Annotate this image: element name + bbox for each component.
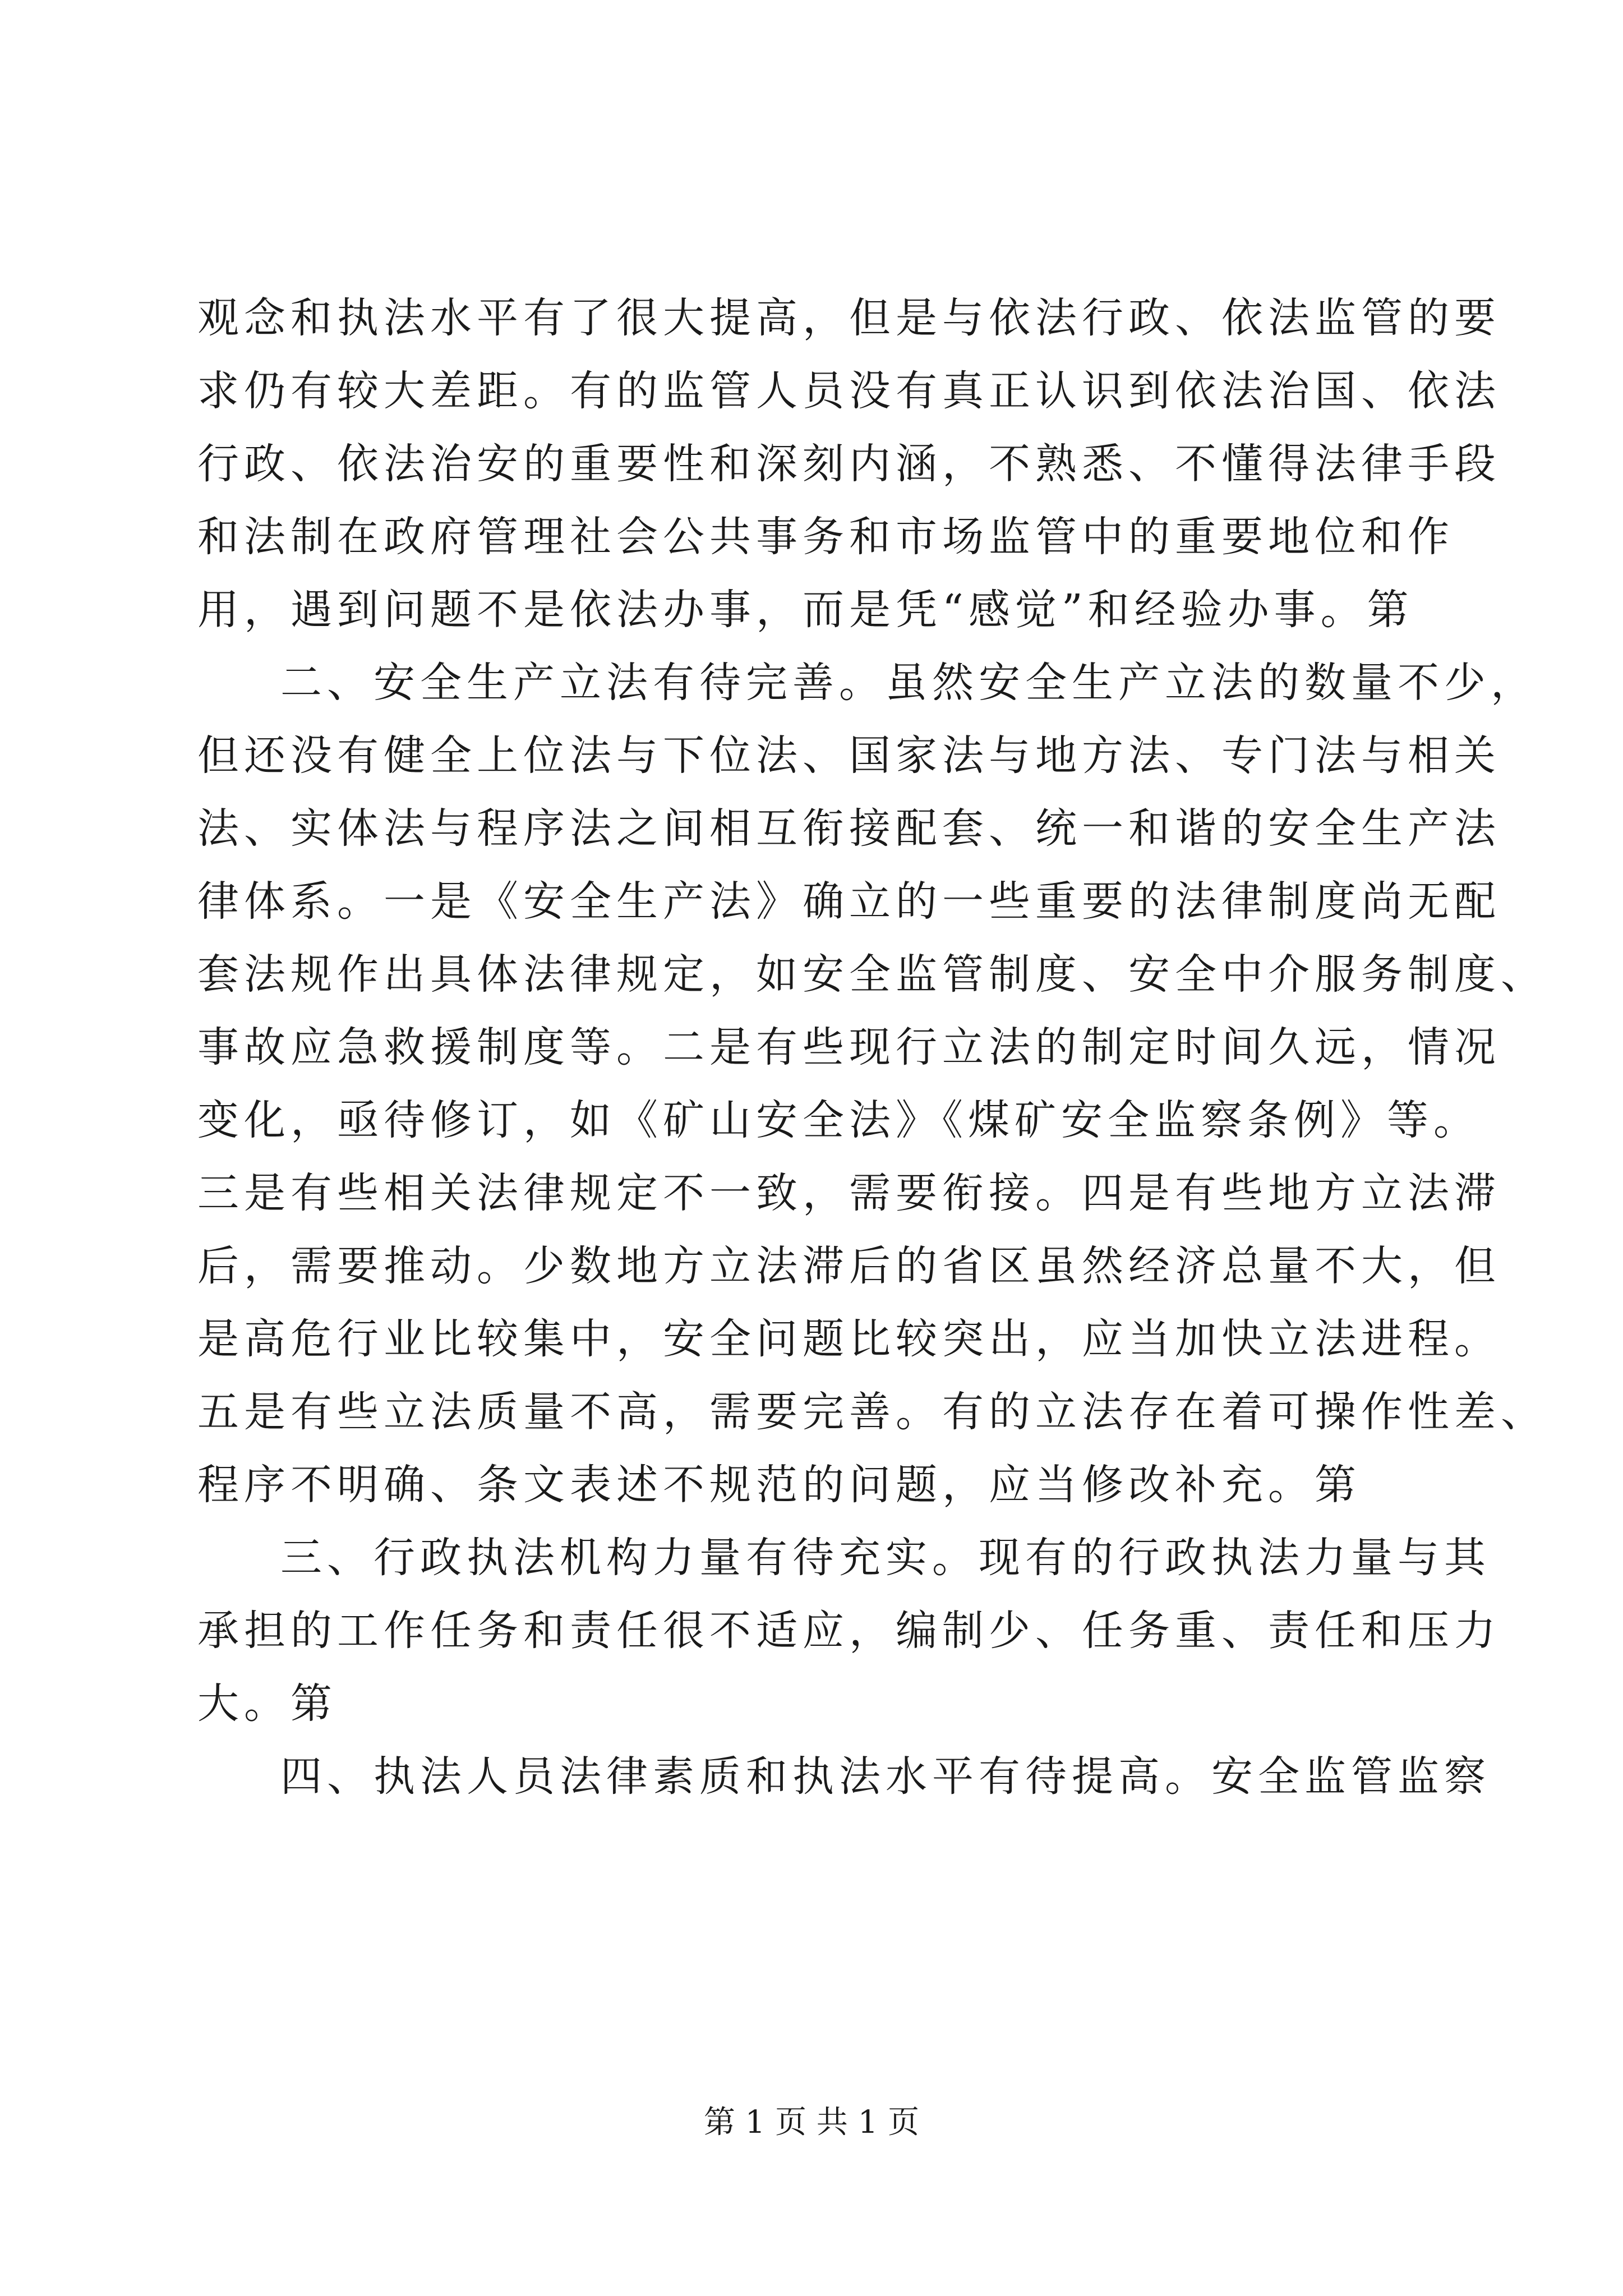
paragraph-start-line: 二、安全生产立法有待完善。虽然安全生产立法的数量不少， <box>280 659 1537 707</box>
text-line: 法、实体法与程序法之间相互衔接配套、统一和谐的安全生产法 <box>197 804 1501 853</box>
text-line: 是高危行业比较集中，安全问题比较突出，应当加快立法进程。 <box>197 1315 1501 1363</box>
text-line: 观念和执法水平有了很大提高，但是与依法行政、依法监管的要 <box>197 294 1501 342</box>
paragraph-start-line: 三、行政执法机构力量有待充实。现有的行政执法力量与其 <box>280 1534 1491 1582</box>
text-line: 套法规作出具体法律规定，如安全监管制度、安全中介服务制度、 <box>197 950 1547 999</box>
text-line: 大。第 <box>197 1680 337 1728</box>
text-line: 用，遇到问题不是依法办事，而是凭“感觉”和经验办事。第 <box>197 586 1414 634</box>
text-line: 求仍有较大差距。有的监管人员没有真正认识到依法治国、依法 <box>197 367 1501 415</box>
text-line: 事故应急救援制度等。二是有些现行立法的制定时间久远，情况 <box>197 1023 1501 1071</box>
text-line: 律体系。一是《安全生产法》确立的一些重要的法律制度尚无配 <box>197 877 1501 926</box>
text-line: 五是有些立法质量不高，需要完善。有的立法存在着可操作性差、 <box>197 1388 1547 1436</box>
text-line: 变化，亟待修订，如《矿山安全法》《煤矿安全监察条例》等。 <box>197 1096 1480 1144</box>
text-line: 但还没有健全上位法与下位法、国家法与地方法、专门法与相关 <box>197 731 1501 780</box>
text-line: 和法制在政府管理社会公共事务和市场监管中的重要地位和作 <box>197 513 1454 561</box>
text-line: 三是有些相关法律规定不一致，需要衔接。四是有些地方立法滞 <box>197 1169 1501 1217</box>
text-line: 后，需要推动。少数地方立法滞后的省区虽然经济总量不大，但 <box>197 1242 1501 1290</box>
text-line: 承担的工作任务和责任很不适应，编制少、任务重、责任和压力 <box>197 1607 1501 1655</box>
paragraph-start-line: 四、执法人员法律素质和执法水平有待提高。安全监管监察 <box>280 1752 1491 1801</box>
text-line: 行政、依法治安的重要性和深刻内涵，不熟悉、不懂得法律手段 <box>197 440 1501 488</box>
text-line: 程序不明确、条文表述不规范的问题，应当修改补充。第 <box>197 1461 1361 1509</box>
page-number-footer: 第 1 页 共 1 页 <box>703 2104 920 2141</box>
